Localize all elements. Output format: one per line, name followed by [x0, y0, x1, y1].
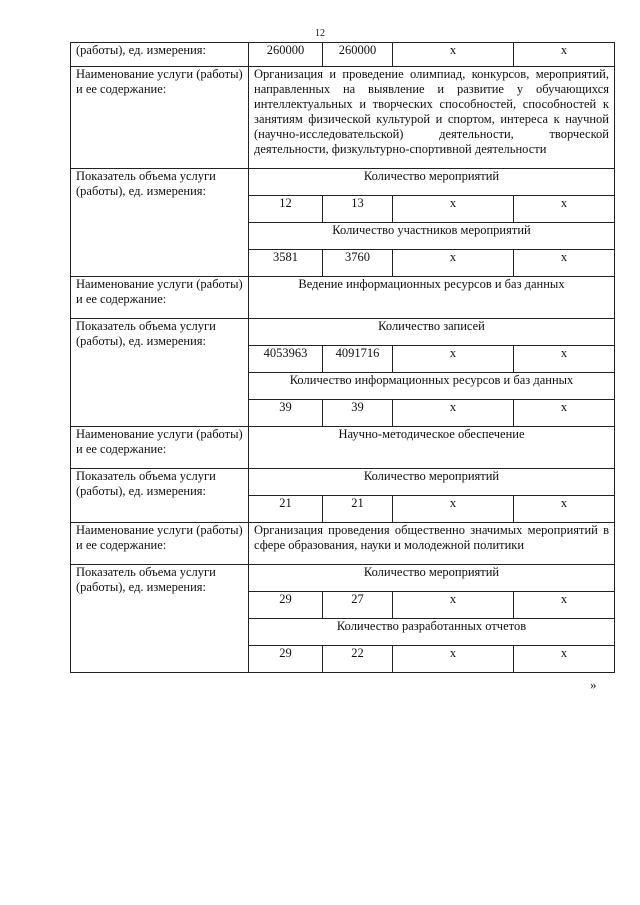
service-name-label: Наименование услуги (работы) и ее содержание: [71, 427, 249, 469]
table-row [71, 427, 615, 469]
value-cell: x [514, 43, 615, 67]
value-cell: x [514, 646, 615, 673]
service-name: Научно-методическое обеспечение [249, 427, 615, 469]
indicator-label: Показатель объема услуги (работы), ед. измерения: [71, 319, 249, 427]
indicator-label: Показатель объема услуги (работы), ед. измерения: [71, 565, 249, 673]
value-cell: 29 [249, 592, 323, 619]
value-cell: 4091716 [323, 346, 393, 373]
value-cell: 21 [249, 496, 323, 523]
value-cell: x [514, 400, 615, 427]
services-table [70, 42, 615, 673]
value-cell: 4053963 [249, 346, 323, 373]
indicator-title: Количество мероприятий [249, 565, 615, 592]
service-name: Организация и проведение олимпиад, конкурсов, мероприятий, направленных на выявление и развитие у обучающихся интеллектуальных и творческих способностей, способностей к занятиям физической культурой и спортом, интереса к научной (научно-исследовательской) деятельности, творческой деятельности, физкультурно-спортивной деятельности [249, 67, 615, 169]
indicator-title: Количество мероприятий [249, 169, 615, 196]
indicator-title: Количество участников мероприятий [249, 223, 615, 250]
table-row [71, 565, 615, 592]
table-row [71, 169, 615, 196]
value-cell: 29 [249, 646, 323, 673]
table-row [71, 523, 615, 565]
value-cell: x [393, 346, 514, 373]
indicator-label: Показатель объема услуги (работы), ед. измерения: [71, 469, 249, 523]
value-cell: x [393, 250, 514, 277]
table-row [71, 67, 615, 169]
value-cell: x [393, 400, 514, 427]
value-cell: 3760 [323, 250, 393, 277]
value-cell: 12 [249, 196, 323, 223]
closing-quote: » [590, 677, 597, 692]
indicator-title: Количество разработанных отчетов [249, 619, 615, 646]
table-row [71, 469, 615, 496]
value-cell: x [514, 196, 615, 223]
table-row [71, 319, 615, 346]
value-cell: x [514, 592, 615, 619]
value-cell: x [393, 43, 514, 67]
table-row [71, 43, 615, 67]
value-cell: x [393, 196, 514, 223]
value-cell: 3581 [249, 250, 323, 277]
table-row [71, 277, 615, 319]
value-cell: 22 [323, 646, 393, 673]
value-cell: 27 [323, 592, 393, 619]
indicator-title: Количество записей [249, 319, 615, 346]
service-name-label: Наименование услуги (работы) и ее содержание: [71, 67, 249, 169]
service-name-label: Наименование услуги (работы) и ее содержание: [71, 523, 249, 565]
value-cell: x [393, 496, 514, 523]
indicator-title: Количество информационных ресурсов и баз данных [249, 373, 615, 400]
indicator-title: Количество мероприятий [249, 469, 615, 496]
value-cell: x [514, 346, 615, 373]
service-name-label: Наименование услуги (работы) и ее содержание: [71, 277, 249, 319]
value-cell: 13 [323, 196, 393, 223]
value-cell: 260000 [249, 43, 323, 67]
value-cell: 21 [323, 496, 393, 523]
value-cell: 260000 [323, 43, 393, 67]
value-cell: x [393, 592, 514, 619]
value-cell: 39 [323, 400, 393, 427]
value-cell: 39 [249, 400, 323, 427]
indicator-label: Показатель объема услуги (работы), ед. измерения: [71, 169, 249, 277]
row-label: (работы), ед. измерения: [71, 43, 249, 67]
service-name: Ведение информационных ресурсов и баз данных [249, 277, 615, 319]
value-cell: x [393, 646, 514, 673]
value-cell: x [514, 250, 615, 277]
value-cell: x [514, 496, 615, 523]
service-name: Организация проведения общественно значимых мероприятий в сфере образования, науки и молодежной политики [249, 523, 615, 565]
page-number: 12 [315, 28, 325, 39]
